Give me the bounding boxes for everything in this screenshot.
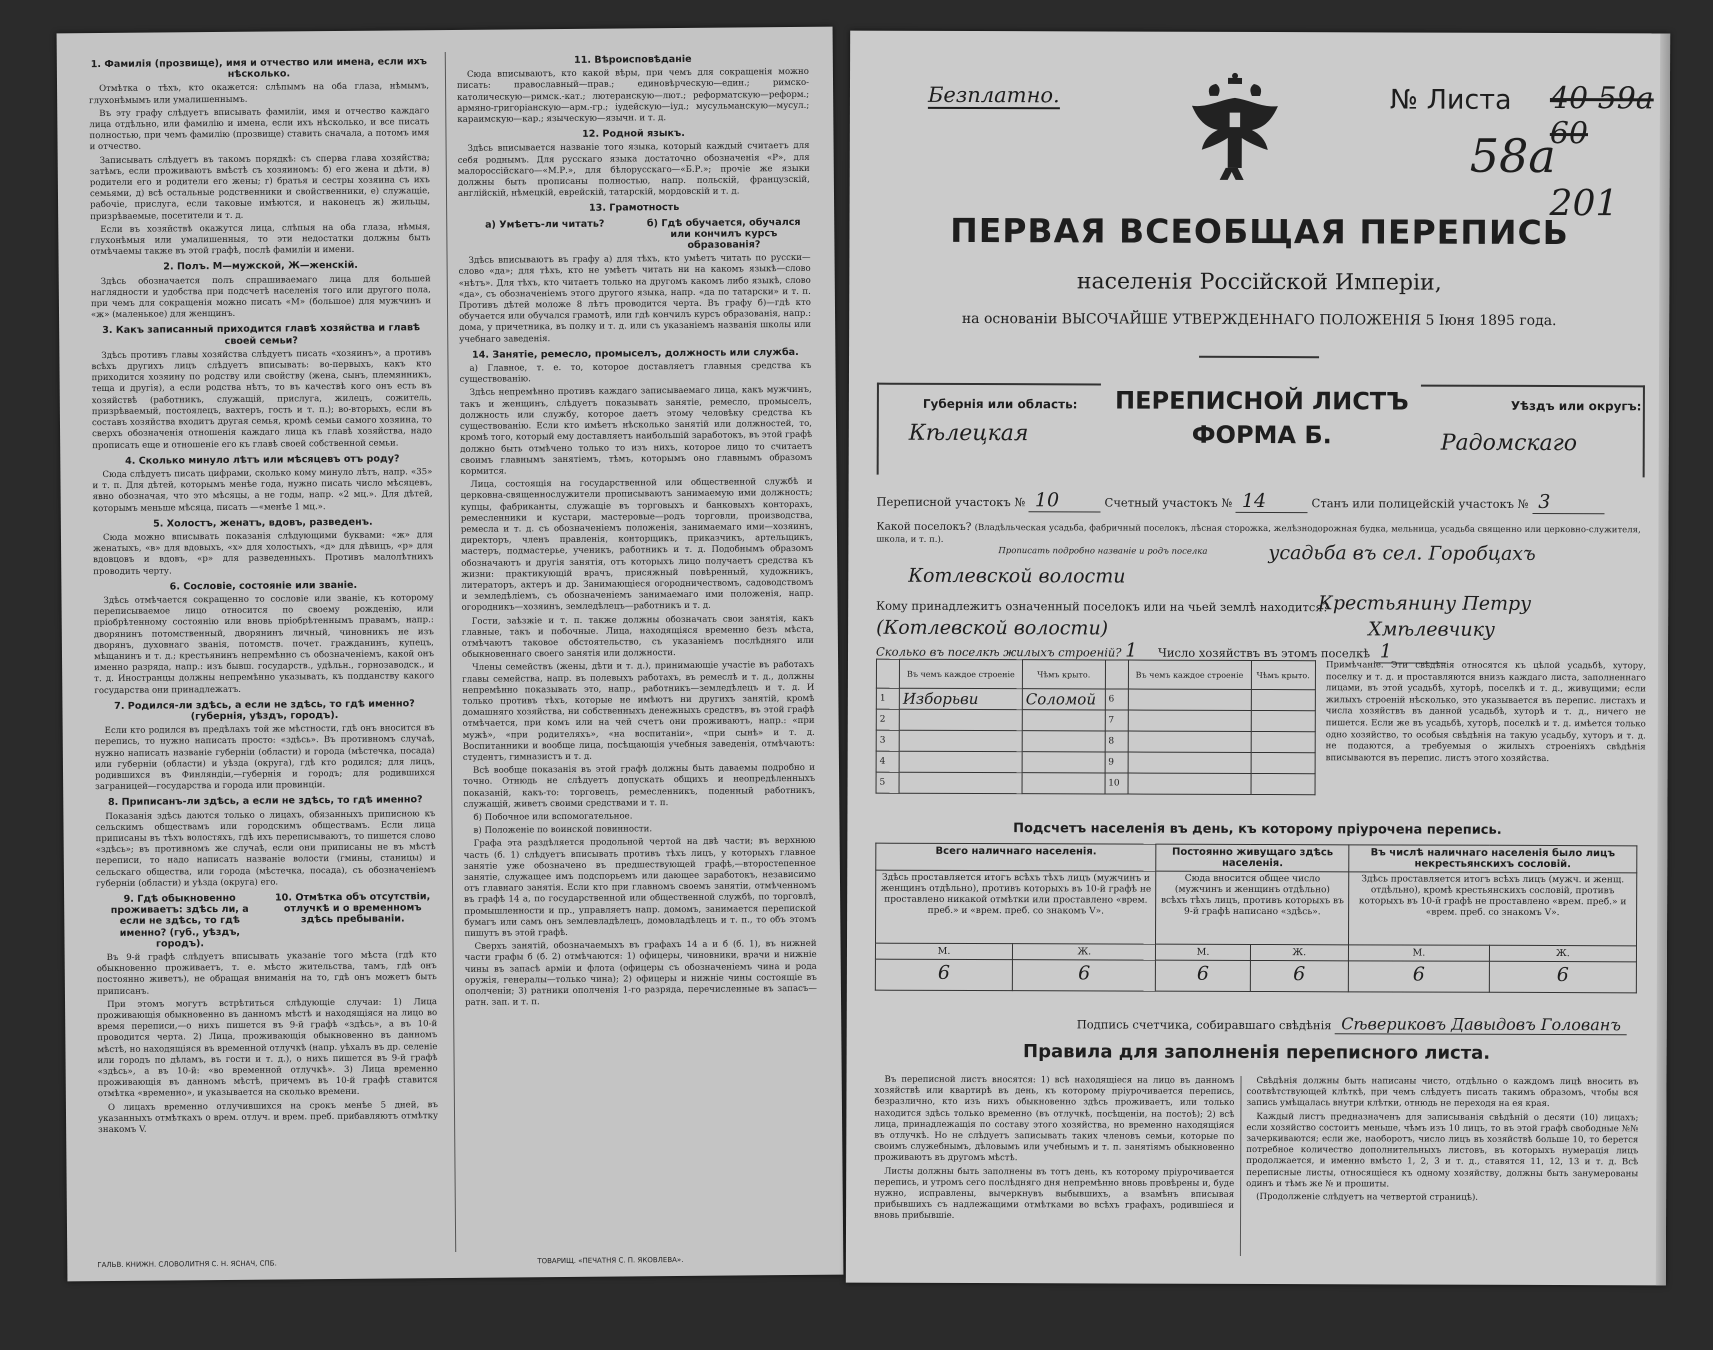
split-heading bbox=[458, 216, 810, 253]
paragraph: Всѣ вообще показанія въ этой графѣ должны быть даваемы подробно и точно. Отнюдь не слѣдуетъ допускать общихъ и неопредѣленныхъ показаній, какъ-то: торговецъ, ремесленникъ, поденный работникъ, служащій, живетъ своими средствами и т. п. bbox=[463, 763, 816, 810]
guberniya-label: Губернія или область: bbox=[922, 396, 1078, 412]
table-row bbox=[876, 730, 1315, 753]
table-row bbox=[876, 709, 1315, 732]
female-header: Ж. bbox=[1250, 944, 1348, 960]
owner-value: Крестьянину Петру bbox=[1318, 592, 1532, 615]
left-column-b bbox=[457, 49, 817, 1011]
section-heading: 10. Отмѣтка объ отсутствіи, отлучкѣ и о временномъ здѣсь пребываніи. bbox=[274, 891, 431, 926]
paragraph: Здѣсь непремѣнно противъ каждаго записываемаго лица, какъ мужчинъ, такъ и женщинъ, слѣдуетъ показывать занятіе, ремесло, промыселъ, должность или службу, которое даетъ этому человѣку средства къ существованію. Если кто имѣетъ нѣсколько занятій или должностей, то, кромѣ того, который ему доставляетъ наибольшій заработокъ, въ этой графѣ должно быть отмѣчено только то изъ нихъ, которое лицо то считаетъ своимъ главнымъ занятіемъ, тѣмъ, которымъ оно главнымъ образомъ кормится. bbox=[459, 385, 813, 477]
table-row bbox=[876, 772, 1315, 795]
uezd-field bbox=[1421, 385, 1645, 478]
female-header: Ж. bbox=[1013, 944, 1156, 961]
stan-value: 3 bbox=[1532, 491, 1604, 514]
building-kind-cell bbox=[899, 730, 1022, 751]
paragraph: б) Побочное или вспомогательное. bbox=[473, 811, 633, 823]
column-description: Здѣсь проставляется итогъ всѣхъ лицъ (мужч. и женщ. отдѣльно), кромѣ крестьянскихъ сословій, противъ которыхъ въ 10-й графѣ не проставлено «врем. преб.» и «врем. преб. со знакомъ V». bbox=[1348, 872, 1636, 946]
section-heading: 9. Гдѣ обыкновенно проживаетъ: здѣсь ли, а если не здѣсь, то гдѣ именно? (губ., уѣздъ, городъ). bbox=[110, 892, 249, 950]
rule-paragraph: Свѣдѣнія должны быть написаны чисто, отдѣльно о каждомъ лицѣ вносить въ соотвѣтствующей клѣткѣ, при чемъ слѣдуетъ писать такимъ образомъ, чтобы вся запись умѣщалась внутри клѣтки, отнюдь не переходя на ея края. bbox=[1246, 1075, 1639, 1110]
paragraph: Сюда можно вписывать показанія слѣдующими буквами: «ж» для женатыхъ, «в» для вдовыхъ, «х» для холостыхъ, «д» для дѣвицъ, «р» для вдовцовъ и вдовъ, «р» для разведенныхъ. Противъ малолѣтнихъ проводить черту. bbox=[93, 530, 434, 577]
paragraph: Лица, состоящія на государственной или общественной службѣ и церковна-священнослужители прописываютъ занимаемую ими должность; купцы, фабриканты, служащіе въ торговыхъ и банковыхъ конторахъ, ремесленники и кустари, мастеровые—родъ торговли, производства, ремесла и т. д. съ обозначеніемъ положенія, занимаемаго ими—хозяинъ, директоръ, членъ правленія, конторщикъ, приказчикъ, артельщикъ, мастеръ, подмастерье, ученикъ, работникъ и т. д. Подобнымъ образомъ обозначаютъ и другія занятія, отъ которыхъ лицо получаетъ средства къ жизни: практикующій врачъ, присяжный повѣренный, художникъ, литераторъ, актеръ и др. Занимающіеся огородничествомъ, садоводствомъ и земледѣліемъ, съ обозначеніемъ занимаемаго ими положенія, напр. огородникъ—хозяинъ, земледѣлецъ—работникъ и т. д. bbox=[460, 476, 814, 614]
female-header: Ж. bbox=[1489, 945, 1636, 962]
building-roof-cell bbox=[1251, 773, 1316, 794]
sheet-number-handwritten: 40 59а 60 bbox=[1549, 81, 1654, 152]
column-divider bbox=[1240, 1076, 1242, 1256]
population-count-table bbox=[875, 843, 1638, 994]
section-heading: 14. Занятіе, ремесло, промыселъ, должность или служба. bbox=[471, 346, 799, 361]
row-number: 2 bbox=[876, 709, 899, 730]
section-heading: 3. Какъ записанный приходится главѣ хозяйства и главѣ своей семьи? bbox=[102, 322, 421, 347]
building-roof-cell bbox=[1022, 731, 1105, 752]
printer-imprint: ГАЛЬВ. КНИЖН. СЛОВОЛИТНЯ С. Н. ЯСНАЧ, СПБ. bbox=[97, 1259, 277, 1270]
sheet-number-label: № Листа bbox=[1389, 84, 1512, 116]
printer-imprint: ТОВАРИЩ. «ПЕЧАТНЯ С. П. ЯКОВЛЕВА». bbox=[537, 1255, 684, 1266]
paragraph: Здѣсь обозначается полъ спрашиваемаго лица для большей наглядности и удобства при подсчетѣ населенія того или другого пола, при чемъ для сокращенія можно писать «М» (большое) для мужчинъ и «ж» (маленькое) для женщинъ. bbox=[90, 273, 431, 321]
building-kind-cell bbox=[1128, 752, 1251, 773]
buildings-label: Сколько въ поселкѣ жилыхъ строеній? bbox=[875, 644, 1122, 660]
table-header: Чѣмъ крыто. bbox=[1022, 660, 1105, 689]
paragraph: Въ 9-й графѣ слѣдуетъ вписывать указаніе того мѣста (гдѣ кто обыкновенно проживаетъ, т. е. мѣсто жительства, тамъ, гдѣ онъ постоянно живетъ), не обращая вниманія на то, гдѣ онъ можетъ быть приписанъ. bbox=[96, 950, 437, 997]
table-row bbox=[876, 688, 1315, 711]
section-heading: 8. Приписанъ-ли здѣсь, а если не здѣсь, то гдѣ именно? bbox=[107, 794, 423, 809]
paragraph: Члены семействъ (жены, дѣти и т. д.), принимающіе участіе въ работахъ главы семейства, напр. въ полевыхъ работахъ, въ ремеслѣ и т. д., должны непремѣнно показывать это, напр., работникъ—земледѣлецъ и т. д. И только противъ тѣхъ, которые не имѣютъ ни другихъ занятій, кромѣ домашняго хозяйства, ни собственныхъ денежныхъ средствъ, въ этой графѣ отмѣчается, при комъ или на чей счетъ они проживаютъ, напр.: «при мужѣ», «при родителяхъ», «на воспитаніи», «при сынѣ» и т. д. Воспитанники и вообще лица, посѣщающія учебныя заведенія, отмѣчаютъ: студентъ, гимназистъ и т. д. bbox=[462, 660, 815, 763]
count-value: 6 bbox=[1489, 961, 1636, 993]
table-header: Въ чемъ каждое строеніе bbox=[1128, 660, 1251, 689]
uezd-label: Уѣздъ или округъ: bbox=[1510, 398, 1642, 414]
table-header: Въ чемъ каждое строеніе bbox=[899, 659, 1022, 688]
settlement-hint: (Владѣльческая усадьба, фабричный поселокъ, лѣсная сторожка, желѣзнодорожная будка, мельница, усадьба священно или церковно-служителя, школа, и т. п.). bbox=[876, 523, 1641, 545]
building-roof-cell bbox=[1251, 731, 1316, 752]
table-header: Постоянно живущаго здѣсь населенія. bbox=[1156, 844, 1349, 872]
settlement-hint-2 bbox=[998, 546, 1207, 557]
rule-paragraph: Въ переписной листъ вносятся: 1) всѣ находящіеся на лицо въ данномъ хозяйствѣ или квартирѣ въ день, къ которому пріурочивается перепись, безразлично, кто изъ нихъ обыкновенно здѣсь проживаетъ, или только находится здѣсь только временно (въ отлучкѣ, посѣщеніи, на постоѣ); 2) всѣ лица, принадлежащія по составу этого хозяйства, но временно находящіяся въ отлучкѣ. Но не слѣдуетъ записывать таких членовъ семьи, которые по своимъ служебнымъ, дѣловымъ или учебнымъ и т. п. занятіямъ обыкновенно проживаютъ въ другомъ мѣстѣ. bbox=[874, 1074, 1235, 1164]
page-subtitle: населенія Россійской Имперіи, bbox=[1076, 269, 1442, 296]
section-heading: 1. Фамилія (прозвище), имя и отчество или имена, если ихъ нѣсколько. bbox=[90, 56, 428, 81]
population-count-title: Подсчетъ населенія въ день, къ которому пріурочена перепись. bbox=[1013, 821, 1502, 838]
guberniya-field bbox=[877, 383, 1101, 476]
rules-column-a bbox=[874, 1075, 1235, 1226]
paragraph: Записывать слѣдуетъ въ такомъ порядкѣ: съ сперва глава хозяйства; затѣмъ, если проживаютъ вмѣстѣ съ хозяиномъ: б) его жена и дѣти, в) родители его и родители его жены; г) братья и сестры хозяина съ ихъ семьями, д) всѣ остальные родственники и свойственники, е) служащіе, рабочіе, прислуга, если таковые имѣются, и наконецъ ж) жильцы, призрѣваемые, посетители и т. д. bbox=[89, 152, 431, 222]
table-header bbox=[1105, 660, 1128, 689]
section-heading: 2. Полъ. М—мужской, Ж—женскій. bbox=[163, 260, 358, 273]
printer-imprint bbox=[846, 1273, 1666, 1276]
uchastok-value: 10 bbox=[1029, 489, 1101, 512]
building-roof-cell bbox=[1022, 773, 1105, 794]
owner-label: Кому принадлежитъ означенный поселокъ или на чьей землѣ находится? bbox=[876, 598, 1329, 615]
row-number: 3 bbox=[876, 730, 899, 751]
table-header: Въ числѣ наличнаго населенія было лицъ некрестьянскихъ сословій. bbox=[1349, 845, 1637, 873]
owner-value: Хмѣлевчику bbox=[1368, 618, 1496, 641]
row-number: 7 bbox=[1105, 710, 1128, 731]
paragraph: Показанія здѣсь даются только о лицахъ, обязанныхъ приписною къ сельскимъ обществамъ или городскимъ обществамъ. Если лица приписаны въ тѣхъ волостяхъ, гдѣ ихъ переписываютъ, то пишется слово «здѣсь»; въ противномъ же случаѣ, если они приписаны не въ мѣстѣ переписи, то надо написать названіе волости (гмины, станицы) и сельскаго общества, или города (мѣстечка, посада), съ обозначеніемъ губерніи (области) и уѣзда (округа) его. bbox=[95, 808, 436, 889]
paragraph: а) Главное, т. е. то, которое доставляетъ главныя средства къ существованію. bbox=[459, 360, 812, 386]
split-heading bbox=[96, 891, 436, 950]
building-kind-cell bbox=[1128, 689, 1251, 710]
left-column-a bbox=[89, 52, 438, 1138]
table-row bbox=[876, 751, 1315, 774]
rules-title: Правила для заполненія переписного листа. bbox=[1023, 1041, 1491, 1064]
sheet-number-handwritten: 201 bbox=[1549, 183, 1619, 225]
households-value: 1 bbox=[1374, 640, 1446, 663]
section-heading: 12. Родной языкъ. bbox=[582, 128, 685, 141]
paragraph: Если въ хозяйствѣ окажутся лица, слѣпыя на оба глаза, нѣмыя, глухонѣмыя или умалишенныя, то эти недостатки должны быть отмѣчаемы также въ этой графѣ, послѣ фамиліи и имени. bbox=[90, 221, 431, 258]
paragraph: Гости, заѣзжіе и т. п. также должны обозначать свои занятія, какъ главные, такъ и побочные. Лица, находящіяся временно безъ мѣста, отмѣчаютъ таковое обстоятельство, съ указаніемъ послѣдняго или обыкновеннаго своего занятія или должности. bbox=[461, 613, 814, 661]
building-roof-cell bbox=[1251, 689, 1316, 710]
paragraph: Здѣсь вписываютъ въ графу а) для тѣхъ, кто умѣетъ читать по русски—слово «да»; для тѣхъ, кто не умѣетъ читать ни на какомъ языкѣ—слово «нѣтъ». Для тѣхъ, кто читаетъ только на другомъ какомъ либо языкѣ, слово «да», съ обозначеніемъ этого другого языка, напр. «да по татарски» и т. п. Противъ дѣтей моложе 8 лѣтъ проводится черта. Въ графу б)—гдѣ кто обучается или обучался грамотѣ, или гдѣ кончилъ курсъ образованія, напр.: дома, у причетника, въ полку и т. д. или съ указаніемъ названія школы или учебнаго заведенія. bbox=[458, 253, 812, 345]
table-row bbox=[875, 959, 1636, 993]
uezd-value: Радомскаго bbox=[1440, 430, 1578, 457]
count-value: 6 bbox=[1156, 960, 1250, 991]
building-roof-cell bbox=[1251, 710, 1316, 731]
column-description: Здѣсь проставляется итогъ всѣхъ тѣхъ лицъ (мужчинъ и женщинъ отдѣльно), противъ которыхъ въ 10-й графѣ не проставлено никакой отмѣтки или проставлено «врем. преб.» и «врем. преб. со знакомъ V». bbox=[876, 870, 1157, 944]
households-label: Число хозяйствъ въ этомъ поселкѣ bbox=[1157, 645, 1371, 661]
row-number: 6 bbox=[1105, 689, 1128, 710]
section-heading: 6. Сословіе, состояніе или званіе. bbox=[169, 579, 358, 593]
male-header: М. bbox=[1348, 945, 1489, 961]
paragraph: При этомъ могутъ встрѣтиться слѣдующіе случаи: 1) Лица проживающія обыкновенно въ данномъ мѣстѣ и находящіяся на лицо во время переписи,—о нихъ пишется въ 9-й графѣ «здѣсь», а въ 10-й проводится черта. 2) Лица, проживающія обыкновенно въ данномъ мѣстѣ, но находящіяся въ временной отлучкѣ (напр. уѣхалъ въ др. селеніе или городъ по дѣламъ, въ гости и т. д.), о нихъ пишется въ 9-й графѣ «здѣсь», а въ 10-й: «во временной отлучкѣ». 3) Лица временно проживающія въ данномъ мѣстѣ, причемъ въ 10-й графѣ ставится отмѣтка «временно», и указывается на сколько времени. bbox=[97, 996, 438, 1100]
row-number: 1 bbox=[876, 688, 899, 709]
note: Примѣчаніе. Эти свѣдѣнія относятся къ цѣлой усадьбѣ, хутору, поселку и т. д. и проставляются внизъ каждаго листа, заполненнаго лицами, въ этой усадьбѣ, хуторѣ, поселкѣ и т. д., живущими; если жилыхъ строеній нѣсколько, это указывается въ перепис. листахъ и числа хозяйствъ въ данной усадьбѣ, хуторѣ и т. д., ничего не пишется. Если же въ усадьбѣ, хуторѣ, поселкѣ и т. д. имѣется только одно хозяйство, то особыя свѣдѣнія на такую усадьбу, хуторъ и т. д. не подаются, а требуемыя о жилыхъ строеніяхъ свѣдѣнія вписываются въ перепис. листъ этого хозяйства. bbox=[1325, 660, 1646, 764]
rules-column-b bbox=[1246, 1076, 1638, 1207]
building-kind-cell bbox=[899, 709, 1022, 730]
paragraph: О лицахъ временно отлучившихся на срокъ менѣе 5 дней, въ указанныхъ отмѣткахъ о врем. отлуч. и врем. преб. прибавляютъ отмѣтку знакомъ V. bbox=[98, 1099, 439, 1136]
rule-paragraph: Листы должны быть заполнены въ тотъ день, къ которому пріурочивается перепись, и утромъ сего послѣдняго дня непремѣнно вновь провѣрены и, буде нужно, исправлены, вычеркнувъ выбывшихъ, а взамѣнъ вписывая прибывшихъ съ надлежащими отмѣтками во всѣхъ графахъ, родившіеся и вновь прибывшіе. bbox=[874, 1166, 1235, 1222]
paragraph: Здѣсь отмѣчается сокращенно то сословіе или званіе, къ которому переписываемое лицо относится по своему рожденію, или пріобрѣтенному состоянію или вновь пріобрѣтеннымъ правамъ, напр.: дворянинъ потомственный, дворянинъ личный, чиновникъ не изъ дворянъ, духовнаго званія, потомств. почет. гражданинъ, купецъ, мѣщанинъ и т. д.; крестьянинъ непремѣнно съ обозначеніемъ, какой онъ именно разряда, напр.: изъ бывш. государств., удѣльн., горнозаводск., и т. д. Иностранцы должны непремѣнно указывать, къ подданству какого государства они принадлежатъ. bbox=[93, 593, 435, 696]
stan-label: Станъ или полицейскій участокъ № bbox=[1311, 496, 1529, 511]
enumerator-signature bbox=[1077, 1013, 1627, 1035]
count-value: 6 bbox=[875, 959, 1012, 990]
legal-basis: на основаніи ВЫСОЧАЙШЕ УТВЕРЖДЕННАГО ПОЛОЖЕНІЯ 5 Іюня 1895 года. bbox=[961, 310, 1557, 330]
count-value: 6 bbox=[1348, 961, 1489, 992]
building-roof-cell bbox=[1022, 710, 1105, 731]
paragraph: Если кто родился въ предѣлахъ той же мѣстности, гдѣ онъ вносится въ перепись, то нужно написать просто: «здѣсь». Въ противномъ случаѣ, нужно написать названіе губерніи (области) и города (мѣстечка, посада) или губерніи (области) и уѣзда (округа), гдѣ кто родился; для лицъ, родившихся въ Финляндіи,—губернія и городъ; для родившихся заграницей—государства и города или провинціи. bbox=[94, 723, 436, 793]
paragraph: Въ эту графу слѣдуетъ вписывать фамиліи, имя и отчество каждаго лица отдѣльно, или фамилію и имена, если ихъ нѣсколько, и все писать полностью, при чемъ фамилію (прозвище) ставить сначала, а потомъ имя и отчество. bbox=[89, 105, 430, 153]
signature-label: Подпись счетчика, собиравшаго свѣдѣнія bbox=[1076, 1017, 1332, 1033]
schetny-label: Счетный участокъ № bbox=[1104, 495, 1233, 510]
section-heading: а) Умѣетъ-ли читать? bbox=[485, 218, 605, 231]
paragraph: Отмѣтка о тѣхъ, кто окажется: слѣпымъ на оба глаза, нѣмымъ, глухонѣмымъ или умалишеннымъ. bbox=[89, 81, 430, 106]
building-roof-cell: Соломой bbox=[1022, 689, 1105, 710]
paragraph: в) Положеніе по воинской повинности. bbox=[473, 824, 653, 837]
form-title bbox=[1107, 383, 1417, 452]
building-kind-cell bbox=[1128, 710, 1251, 731]
row-number: 5 bbox=[876, 772, 899, 793]
building-kind-cell bbox=[899, 772, 1022, 793]
paragraph: Графа эта раздѣляется продольной чертой на двѣ части; въ верхнюю часть (б. 1) слѣдуетъ вписывать противъ тѣхъ лицъ, у которыхъ главное занятіе уже обозначено въ предшествующей графѣ,—второстепенное занятіе, служащее имъ подспорьемъ или дающее заработокъ, независимо отъ главнаго занятія. Если кто при главномъ своемъ занятіи, отмѣченномъ въ графѣ 14 а, по государственной или общественной службѣ, по торговлѣ, промышленности и пр., управляетъ напр. домомъ, занимается перепиской бумагъ или самъ онъ землевладѣлецъ, домовладѣлецъ и т. п., то объ этомъ пишутъ въ этой графѣ. bbox=[463, 836, 817, 939]
count-value: 6 bbox=[1250, 960, 1348, 991]
rule-paragraph: (Продолженіе слѣдуетъ на четвертой страницѣ). bbox=[1256, 1192, 1479, 1203]
table-header: Всего наличнаго населенія. bbox=[876, 843, 1157, 871]
buildings-table bbox=[876, 659, 1316, 796]
column-description: Сюда вносится общее число (мужчинъ и женщинъ отдѣльно) всѣхъ тѣхъ лицъ, противъ которыхъ въ 9-й графѣ написано «здѣсь». bbox=[1156, 871, 1349, 945]
signature-value: Сѣвериковъ Давыдовъ Голованъ bbox=[1335, 1014, 1627, 1035]
uchastok-label: Переписной участокъ № bbox=[876, 494, 1026, 510]
schetny-value: 14 bbox=[1236, 490, 1308, 513]
paragraph: Здѣсь противъ главы хозяйства слѣдуетъ писать «хозяинъ», а противъ всѣхъ другихъ лицъ слѣдуетъ вписывать: во-первыхъ, какъ кто приходится хозяину по родству или свойству (жена, сынъ, племянникъ, теща и другія), а если родства нѣтъ, то въ качествѣ кого онъ есть въ хозяйствѣ (работникъ, служащій, прислуга, жилецъ, сожитель, призрѣваемый, постоялецъ, вахтеръ, гость и т. п.); во-вторыхъ, если въ составъ хозяйства входитъ другая семья, кромѣ семьи самого хозяина, то сверхъ обозначенія отношенія каждаго лица къ главѣ хозяйства, надо прописать еще и отношеніе его къ главѣ своей собственной семьи. bbox=[91, 348, 433, 451]
rule-paragraph: Каждый листъ предназначенъ для записыванія свѣдѣній о десяти (10) лицахъ; если хозяйство состоитъ меньше, чѣмъ изъ 10 лицъ, то въ этой графѣ свободные №№ зачеркиваются; если же, наоборотъ, число лицъ въ хозяйствѣ больше 10, то берется потребное количество дополнительныхъ листовъ, въ которыхъ нумерація лицъ продолжается, и именно вмѣсто 1, 2, 3 и т. д., ставятся 11, 12, 13 и т. д. Всѣ переписные листы, относящіеся къ одному хозяйству, должны быть занумерованы одинъ и тѣмъ же № и прошиты. bbox=[1246, 1111, 1639, 1190]
section-heading: б) Гдѣ обучается, обучался или кончилъ курсъ образованія? bbox=[646, 216, 801, 251]
paragraph: Здѣсь вписывается названіе того языка, который каждый считаетъ для себя роднымъ. Для русскаго языка достаточно обозначенія «Р», для малороссійскаго—«М.Р.», для бѣлорусскаго—«Б.Р.»; прочіе же языки должны быть прописаны полностью, напр. польскій, французскій, англійскій, нѣмецкій, еврейскій, татарскій, мордовскій и т. д. bbox=[457, 141, 810, 200]
district-line bbox=[877, 489, 1605, 515]
paragraph: Сюда вписываютъ, кто какой вѣры, при чемъ для сокращенія можно писать: православный—прав.; единовѣрческую—един.; римско-католическую—римск.-кат.; лютеранскую—лют.; реформатскую—реформ.; армяно-григоріанскую—арм.-гр.; іудейскую—іуд.; мусульманскую—мусул.; караимскую—кар.; языческую—язычн. и т. д. bbox=[457, 67, 810, 125]
paragraph: Сюда слѣдуетъ писать цифрами, сколько кому минуло лѣтъ, напр. «35» и т. п. Для дѣтей, которымъ менѣе года, нужно писать число мѣсяцевъ, явно обозначая, что это мѣсяцы, а не годы, напр. «2 мц.». Для дѣтей, которымъ меньше мѣсяца, писать —«менѣе 1 мц.». bbox=[92, 467, 433, 514]
row-number: 8 bbox=[1105, 731, 1128, 752]
settlement-label: Какой поселокъ? bbox=[876, 520, 972, 533]
count-value: 6 bbox=[1013, 960, 1156, 991]
owner-value: (Котлевской волости) bbox=[876, 616, 1109, 640]
settlement-hint-text: Прописать подробно названіе и родъ поселка bbox=[998, 546, 1208, 557]
settlement-value: усадьба въ сел. Горобцахъ bbox=[1268, 542, 1536, 565]
section-heading: 13. Грамотность bbox=[588, 202, 680, 215]
buildings-value: 1 bbox=[1125, 639, 1138, 662]
table-header: Чѣмъ крыто. bbox=[1251, 660, 1316, 689]
male-header: М. bbox=[1156, 944, 1250, 960]
census-form-page bbox=[846, 31, 1670, 1286]
sheet-number-handwritten: 58а bbox=[1469, 128, 1556, 184]
paragraph: Сверхъ занятій, обозначаемыхъ въ графахъ 14 а и б (б. 1), въ нижней части графы б (б. 2) отмѣчаются: 1) офицеры, чиновники, врачи и нижніе чины въ запасѣ арміи и флота (офицеры съ обозначеніемъ чина и рода оружія, генералы—только чина); 2) офицеры и нижніе чины состоящіе въ ополченіи; 3) ратники ополченія 1-го разряда, перечисленные въ запасъ—ратн. зап. и т. п. bbox=[464, 939, 817, 1009]
section-heading: 7. Родился-ли здѣсь, а если не здѣсь, то гдѣ именно? (губернія, уѣздъ, городъ). bbox=[114, 698, 415, 723]
male-header: М. bbox=[875, 943, 1012, 959]
settlement-value: Котлевской волости bbox=[908, 564, 1126, 588]
row-number: 4 bbox=[876, 751, 899, 772]
double-headed-eagle-icon bbox=[1180, 68, 1290, 188]
free-stamp: Безплатно. bbox=[927, 82, 1060, 108]
section-heading: 11. Вѣроисповѣданіе bbox=[573, 53, 692, 66]
row-number: 9 bbox=[1105, 752, 1128, 773]
section-heading: 4. Сколько минуло лѣтъ или мѣсяцевъ отъ роду? bbox=[125, 453, 400, 467]
building-roof-cell bbox=[1022, 752, 1105, 773]
column-divider bbox=[445, 52, 456, 1252]
divider bbox=[1199, 356, 1319, 358]
form-title-line: ПЕРЕПИСНОЙ ЛИСТЪ bbox=[1114, 386, 1409, 416]
row-number: 10 bbox=[1105, 773, 1128, 794]
building-kind-cell bbox=[1128, 731, 1251, 752]
building-roof-cell bbox=[1251, 752, 1316, 773]
form-title-line: ФОРМА Б. bbox=[1191, 420, 1332, 450]
page-title: ПЕРВАЯ ВСЕОБЩАЯ ПЕРЕПИСЬ bbox=[950, 210, 1569, 253]
table-header bbox=[876, 659, 899, 688]
section-heading: 5. Холостъ, женатъ, вдовъ, разведенъ. bbox=[153, 516, 373, 530]
building-kind-cell bbox=[899, 751, 1022, 772]
left-page bbox=[57, 27, 844, 1282]
building-kind-cell bbox=[1128, 773, 1251, 794]
building-kind-cell: Изборьви bbox=[899, 688, 1022, 709]
guberniya-value: Кѣлецкая bbox=[908, 420, 1029, 447]
